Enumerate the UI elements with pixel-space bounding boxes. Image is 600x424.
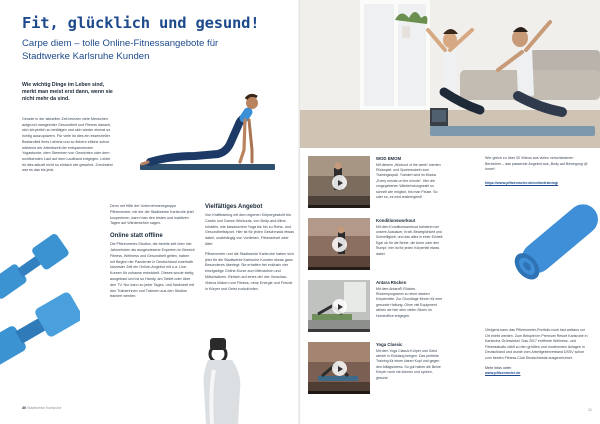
footer-label: Stadtwerke Karlsruhe: [27, 406, 62, 410]
dumbbells-photo: [0, 230, 80, 424]
video-progress-bar: [308, 205, 370, 208]
page-number-left: 30: [22, 406, 26, 410]
section-title-angebot: Vielfältiges Angebot: [205, 204, 263, 210]
mid-intro-text: Denn mit Hilfe der Unternehmensgruppe Pfitzenmeier, mit der die Stadtwerke Karlsruhe jetzt kooperieren, kann man den tristen und inaktiven Tagen auf Wiedersehen sagen.: [110, 204, 194, 226]
video-title: Konditionsworkout: [376, 218, 416, 223]
page-subhead: Carpe diem – tolle Online-Fitnessangebote für Stadtwerke Karlsruhe Kunden: [22, 38, 219, 62]
portfolio-text: Übrigens kann das Pfitzenmeier-Portfolio noch fast weitaus vor Ort erlebt werden. Zum Beispiel im Premium Resort Karlsruhe in Karlsruhe-Grünwinkel. Das 2017 eröffnete Wellness- und Fitnessstudio zählt zu den größten und modernsten Anlagen in Deutschland und wurde vom Arbeitgeberverband DSSV schon zum besten Fitness-Club Deutschlands ausgezeichnet.: [485, 328, 588, 360]
yoga-mat-photo: [500, 192, 600, 302]
video-title: Antara Rücken: [376, 280, 407, 285]
more-videos-box: [485, 156, 590, 185]
section-body-angebot-2: Pfitzenmeier und die Stadtwerke Karlsruhe haben sich jetzt für die Stadtwerke Karlsruhe Kunden etwas ganz Besonderes überlegt: Sie erhalten frei exklusiv vier einzigartige Online-Kurse zum Mitmachen und Mitschwitzen. Einfach auf eines der vier Vorschau-Videos klicken und Fitness, neue Energie und Freude in Körper und Geist zurückholen.: [205, 251, 294, 291]
video-text: [376, 342, 444, 381]
more-videos-text: Wer gleich zu über 30 Videos aus vielen verschiedenen Bereichen – das passende Angebot aus „Body auf Bewegung @ home“.: [485, 156, 588, 171]
section-body-angebot: Von Krafttraining mit dem eigenen Körpergewicht bis Cardio und Dance-Workouts, von Body-and-Mind-Inhalten, wie klassischem Yoga bis hin zu Reha- und Gesundheitssport. Hier ist für jeden Geschmack etwas dabei, unabhängig von Vorlieben, Fitnesslevel oder Alter.: [205, 213, 294, 246]
play-icon[interactable]: [332, 361, 347, 376]
couple-yoga-photo: [300, 0, 600, 148]
more-info-label: Mehr Infos unter: [485, 366, 512, 370]
yoga-woman-photo: [140, 90, 275, 178]
play-icon[interactable]: [332, 175, 347, 190]
video-description: Mit dem Yoga Classic Körper und Geist wieder in Einklang bringen. Das perfekte Training für einen klaren Kopf und gegen den Alltagsstress. So gut haben die Beine Körper noch nie können und spüren, gesund.: [376, 348, 441, 380]
video-description: Mit diesem „Workout of the week“ werden Rückspiel- und Sportmuskeln zum Trainingsspaß. Trainiert wird im Modus „Every minute on the minute“. Hier die vorgegebenen Wiederholungszahl so schnell wie möglich, bis man Pause. So oder so, es wird anstrengend!: [376, 162, 441, 199]
video-description: Mit dem Konditionsworkout trainieren wir unsere Ausdauer, Kraft, Beweglichkeit und Schnelligkeit, und das alles in einer Einheit. Egal ob für die Beine, die Arme oder den Rumpf, hier ist für jeden Körperteil etwas dabei.: [376, 224, 444, 256]
video-thumbnail[interactable]: [308, 280, 370, 332]
play-icon[interactable]: [332, 237, 347, 252]
video-text: [376, 280, 444, 319]
pfitzenmeier-link[interactable]: www.pfitzenmeier.de: [485, 371, 521, 375]
play-icon[interactable]: [332, 299, 347, 314]
video-thumbnail[interactable]: [308, 342, 370, 394]
video-title: Yoga Classic: [376, 342, 403, 347]
video-description: Mit dem Antara®-Rücken-Rückenprogramm zu einer starken Körpermitte. Zur Grundlage führen für eine gesunde Haltung. Ohne viel Equipment wirken wir hier dem vielen Sitzen im Homeoffice entgegen.: [376, 286, 443, 318]
page-number-right: 31: [588, 408, 592, 412]
page-headline: Fit, glücklich und gesund!: [22, 14, 260, 32]
page-footer-left: [22, 406, 61, 410]
portfolio-box: [485, 328, 590, 375]
video-progress-bar: [308, 329, 370, 332]
column-middle: [110, 204, 195, 300]
video-progress-bar: [308, 391, 370, 394]
intro-lead: Wie wichtig Dinge im Leben sind, merkt man meist erst dann, wenn sie nicht mehr da sind.: [22, 82, 113, 102]
video-progress-bar: [308, 267, 370, 270]
video-title: WOD EMOM: [376, 156, 402, 161]
video-thumbnail[interactable]: [308, 156, 370, 208]
online-training-link[interactable]: https://www.pfitzenmeier.de/onlinetraining/: [485, 180, 559, 185]
video-item[interactable]: [308, 218, 523, 280]
video-text: [376, 218, 444, 257]
right-page: [300, 0, 600, 424]
intro-body: Gerade in der aktuellen Zeit lechzen viele Menschen aufgrund mangelnder Gesundheit und Fitness danach, sich körperlich zu betätigen und sich wieder einmal so richtig auszupowern. Für viele ist dies ein essenzieller Bestandteil ihres Lebens und so fiebern etliche schon während der Arbeitszeit der entspannenden Yogastunde, dem Stemmen von Gewichten oder dem wohltuenden Lauf auf dem Laufband entgegen. Leider ist dies aktuell nicht so einfach wie gewohnt. Zumindest war es das bis jetzt.: [22, 117, 113, 173]
video-thumbnail[interactable]: [308, 218, 370, 270]
video-text: [376, 156, 444, 200]
column-right: [205, 204, 295, 292]
section-body-online: Die Pfitzenmeier-Studios, die bereits seit über vier Jahrzehnten als ausgewiesene Experten im Bereich Fitness, Wellness und Gesundheit gelten, haben mit Beginn der Pandemie in Deutschland innerhalb kürzester Zeit ein Online-Angebot mit u.a. Live-Kursen für zuhause entwickelt. Dieses wurde stetig ausgebaut und ist so Handy, am Tablet oder über den TV. Nur kann zu jeder Tages- und Nachtzeit mit den Trainerinnen und Trainern aus den Studios trainiert werden.: [110, 242, 195, 299]
water-bottle-photo: [188, 330, 258, 424]
section-title-online: Online statt offline: [110, 233, 163, 240]
